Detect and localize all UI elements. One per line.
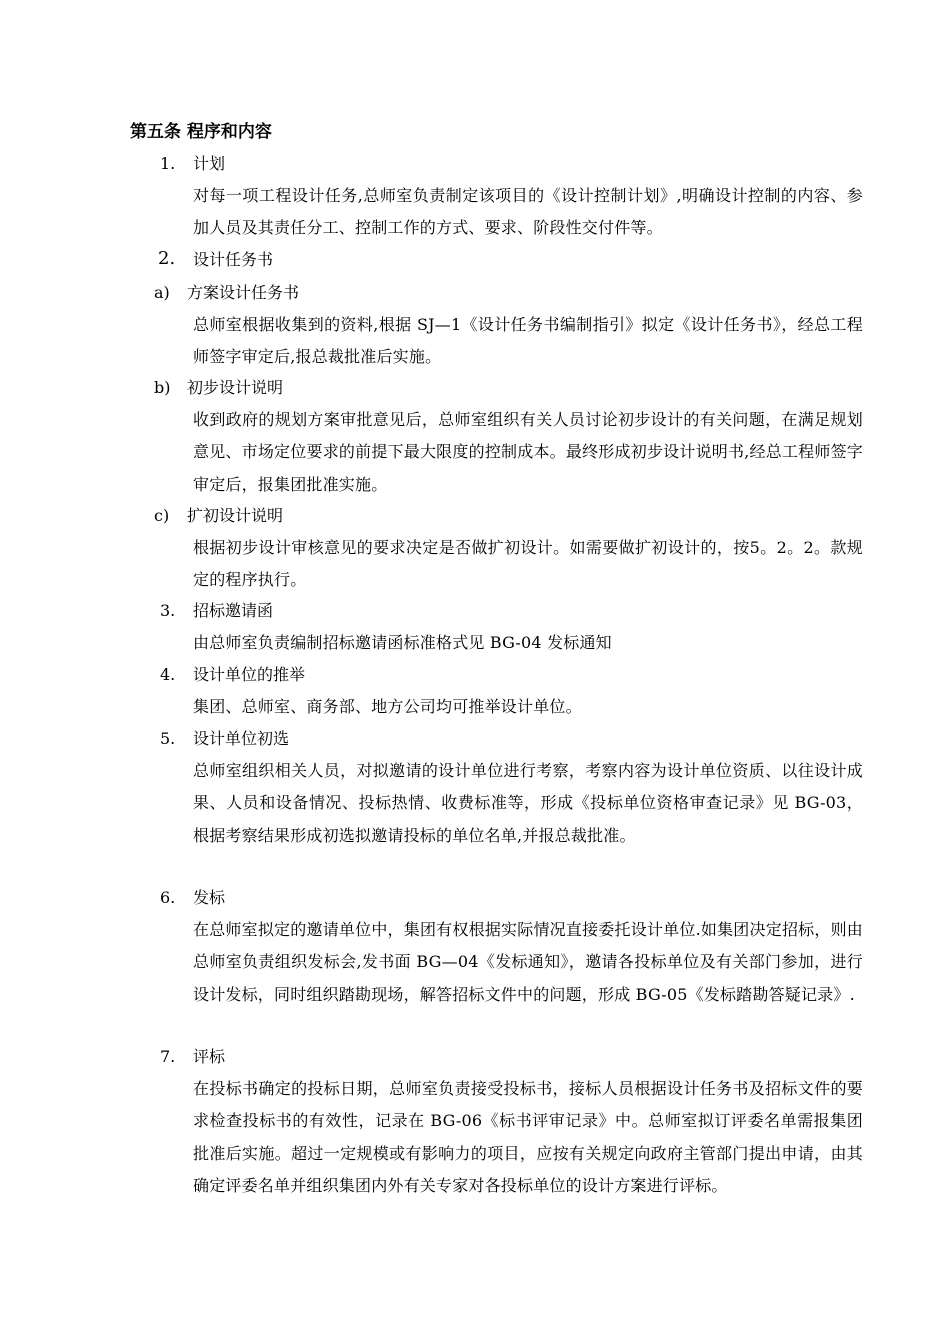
item-body: 集团、总师室、商务部、地方公司均可推举设计单位。 (193, 697, 582, 716)
item-body: 总师室根据收集到的资料,根据 SJ—1《设计任务书编制指引》拟定《设计任务书》，经总工程师签字审定后,报总裁批准后实施。 (193, 315, 863, 367)
item-body: 收到政府的规划方案审批意见后，总师室组织有关人员讨论初步设计的有关问题，在满足规划意见、市场定位要求的前提下最大限度的控制成本。最终形成初步设计说明书,经总工程师签字审定后，报集团批准实施。 (193, 410, 863, 494)
item-number: 3. (160, 601, 176, 620)
item-heading: 方案设计任务书 (187, 283, 300, 302)
item-heading: 初步设计说明 (187, 378, 284, 397)
item-body: 在总师室拟定的邀请单位中，集团有权根据实际情况直接委托设计单位.如集团决定招标，则由总师室负责组织发标会,发书面 BG—04《发标通知》，邀请各投标单位及有关部门参加，进行设计发标，同时组织踏勘现场，解答招标文件中的问题，形成 BG-05《发标踏勘答疑记录》. (193, 920, 863, 1004)
item-number: 6. (160, 888, 176, 907)
item-body: 根据初步设计审核意见的要求决定是否做扩初设计。如需要做扩初设计的，按5。2。2。款规定的程序执行。 (193, 538, 863, 590)
item-heading: 评标 (193, 1047, 226, 1066)
item-number: c) (154, 506, 170, 525)
item-body: 由总师室负责编制招标邀请函标准格式见 BG-04 发标通知 (193, 633, 612, 652)
section-title: 第五条 程序和内容 (130, 122, 272, 142)
item-number: 2. (158, 248, 176, 269)
item-number: 4. (160, 665, 176, 684)
item-heading: 设计任务书 (193, 250, 274, 269)
item-number: b) (154, 378, 171, 397)
item-heading: 计划 (193, 154, 226, 173)
item-heading: 扩初设计说明 (187, 506, 284, 525)
item-body: 在投标书确定的投标日期，总师室负责接受投标书，接标人员根据设计任务书及招标文件的要求检查投标书的有效性，记录在 BG-06《标书评审记录》中。总师室拟订评委名单需报集团批准后实施。超过一定规模或有影响力的项目，应按有关规定向政府主管部门提出申请，由其确定评委名单并组织集团内外有关专家对各投标单位的设计方案进行评标。 (193, 1079, 863, 1196)
item-number: 5. (160, 729, 176, 748)
item-number: 1. (160, 154, 176, 173)
item-heading: 招标邀请函 (193, 601, 274, 620)
item-number: a) (154, 283, 170, 302)
item-heading: 设计单位的推举 (193, 665, 306, 684)
item-body: 总师室组织相关人员，对拟邀请的设计单位进行考察，考察内容为设计单位资质、以往设计成果、人员和设备情况、投标热情、收费标准等，形成《投标单位资格审查记录》见 BG-03，根据考察结果形成初选拟邀请投标的单位名单,并报总裁批准。 (193, 761, 863, 845)
item-heading: 设计单位初选 (193, 729, 290, 748)
item-number: 7. (160, 1047, 176, 1066)
item-body: 对每一项工程设计任务,总师室负责制定该项目的《设计控制计划》,明确设计控制的内容、参加人员及其责任分工、控制工作的方式、要求、阶段性交付件等。 (193, 186, 863, 238)
item-heading: 发标 (193, 888, 226, 907)
